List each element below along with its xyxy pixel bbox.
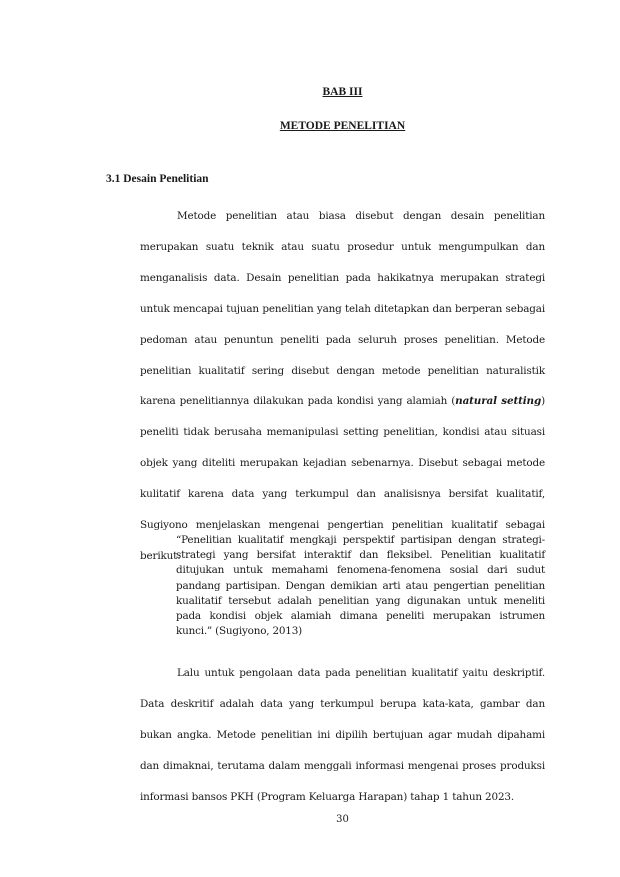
block-quote: “Penelitian kualitatif mengkaji perspektif partisipan dengan strategi-strategi yang bersifat interaktif dan fleksibel. Penelitian kualitatif ditujukan untuk memahami fenomena-fenomena sosial dari sudut pandang partisipan. Dengan demikian arti atau pengertian penelitian kualitatif tersebut adalah penelitian yang digunakan untuk meneliti pada kondisi objek alamiah dimana peneliti merupakan istrumen kunci.” (Sugiyono, 2013)	[176, 534, 545, 638]
body-paragraph-2: Lalu untuk pengolaan data pada penelitian kualitatif yaitu deskriptif. Data deskritif adalah data yang terkumpul berupa kata-kata, gambar dan bukan angka. Metode penelitian ini dipilih bertujuan agar mudah dipahami dan dimaknai, terutama dalam menggali informasi mengenai proses produksi informasi bansos PKH (Program Keluarga Harapan) tahap 1 tahun 2023.	[140, 667, 545, 803]
paragraph-text: Metode penelitian atau biasa disebut dengan desain penelitian merupakan suatu teknik atau suatu prosedur untuk mengumpulkan dan menganalisis data. Desain penelitian pada hakikatnya merupakan strategi untuk mencapai tujuan penelitian yang telah ditetapkan dan berperan sebagai pedoman atau penuntun peneliti pada seluruh proses penelitian. Metode penelitian kualitatif sering disebut dengan metode penelitian naturalistik karena penelitiannya dilakukan pada kondisi yang alamiah (	[140, 210, 545, 408]
body-paragraph-1	[140, 201, 545, 572]
emphasized-term: natural setting	[455, 395, 542, 408]
chapter-number: BAB III	[322, 86, 363, 98]
page-number: 30	[336, 814, 349, 825]
section-heading: 3.1 Desain Penelitian	[106, 173, 209, 185]
chapter-title: METODE PENELITIAN	[279, 120, 406, 132]
paragraph-text: ) peneliti tidak berusaha memanipulasi setting penelitian, kondisi atau situasi objek yang diteliti merupakan kejadian sebenarnya. Disebut sebagai metode kulitatif karena data yang terkumpul dan analisisnya bersifat kualitatif, Sugiyono menjelaskan mengenai pengertian penelitian kualitatif sebagai berikut:	[140, 395, 545, 562]
